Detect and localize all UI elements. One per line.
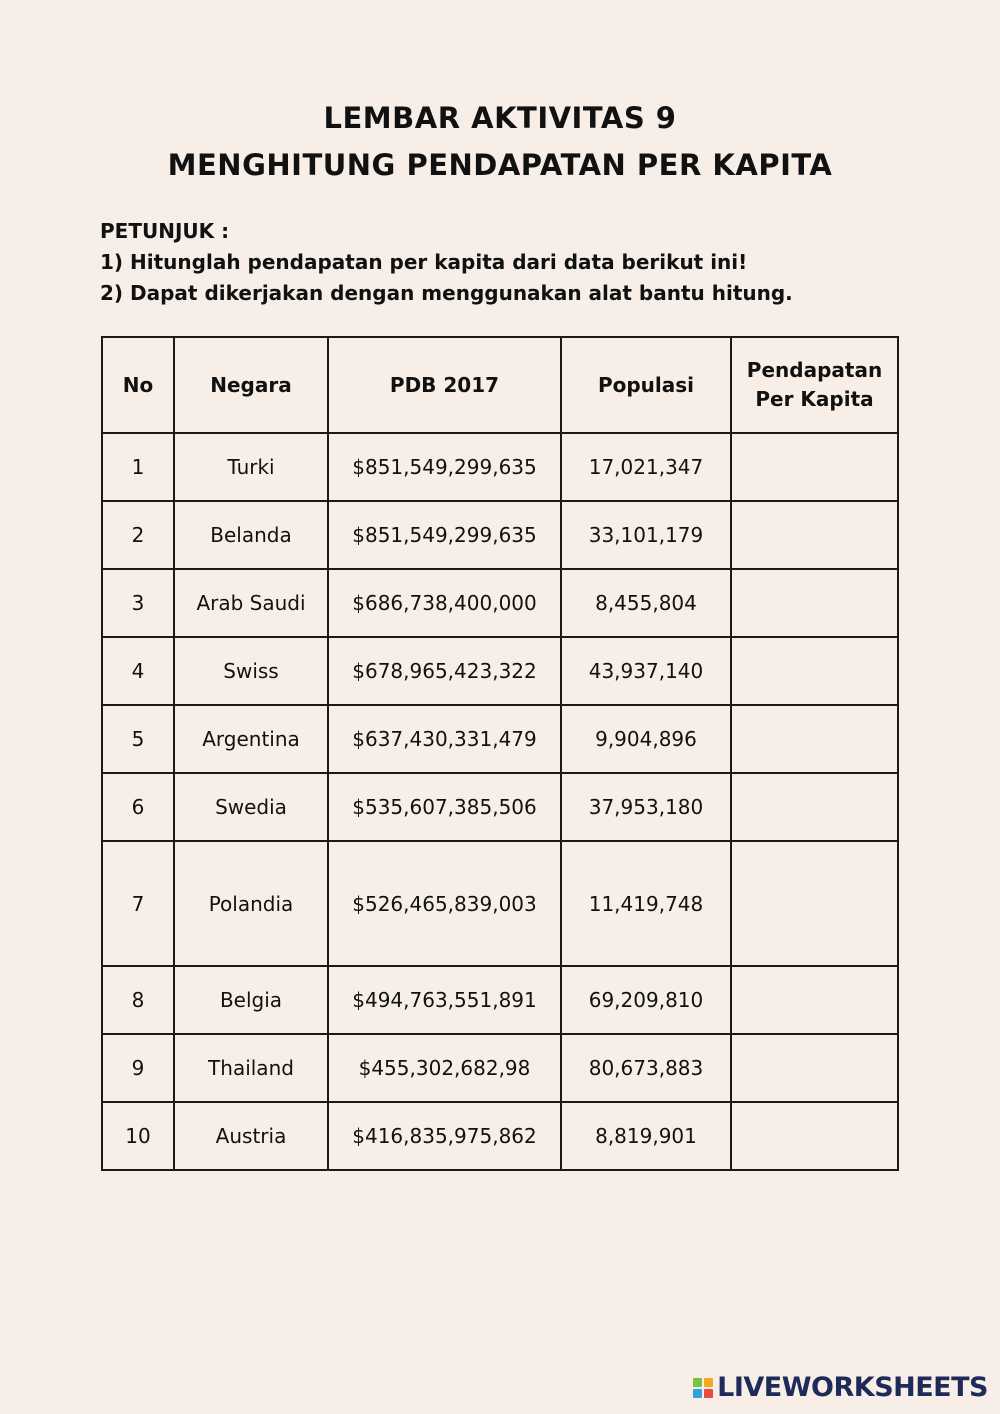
cell-no: 2 [102,501,174,569]
instructions [100,216,793,309]
cell-negara: Turki [174,433,328,501]
instruction-item: 1) Hitunglah pendapatan per kapita dari data berikut ini! [100,250,748,274]
cell-no: 9 [102,1034,174,1102]
cell-no: 6 [102,773,174,841]
cell-pdb: $535,607,385,506 [328,773,561,841]
header-negara: Negara [174,337,328,433]
cell-pdb: $416,835,975,862 [328,1102,561,1170]
table-row [102,1102,898,1170]
cell-no: 10 [102,1102,174,1170]
answer-input-cell[interactable] [731,637,898,705]
cell-negara: Swedia [174,773,328,841]
cell-pdb: $455,302,682,98 [328,1034,561,1102]
cell-no: 8 [102,966,174,1034]
table-row [102,637,898,705]
table-row [102,501,898,569]
table-row [102,433,898,501]
table-row [102,841,898,966]
table-row [102,773,898,841]
liveworksheets-logo-icon [693,1378,713,1398]
instruction-item: 2) Dapat dikerjakan dengan menggunakan alat bantu hitung. [100,281,793,305]
table-row [102,705,898,773]
cell-negara: Belanda [174,501,328,569]
cell-negara: Polandia [174,841,328,966]
header-pdb: PDB 2017 [328,337,561,433]
answer-input-cell[interactable] [731,569,898,637]
table-row [102,569,898,637]
answer-input-cell[interactable] [731,501,898,569]
cell-pdb: $526,465,839,003 [328,841,561,966]
table-header-row [102,337,898,433]
cell-no: 4 [102,637,174,705]
answer-input-cell[interactable] [731,1102,898,1170]
cell-no: 3 [102,569,174,637]
cell-populasi: 33,101,179 [561,501,731,569]
table-row [102,966,898,1034]
cell-pdb: $686,738,400,000 [328,569,561,637]
table-row [102,1034,898,1102]
cell-pdb: $637,430,331,479 [328,705,561,773]
cell-negara: Belgia [174,966,328,1034]
header-pendapatan-line2: Per Kapita [755,387,874,411]
cell-populasi: 11,419,748 [561,841,731,966]
data-table [101,336,899,1171]
answer-input-cell[interactable] [731,705,898,773]
answer-input-cell[interactable] [731,1034,898,1102]
brand-text: LIVEWORKSHEETS [717,1372,988,1403]
cell-populasi: 80,673,883 [561,1034,731,1102]
cell-no: 7 [102,841,174,966]
cell-populasi: 8,455,804 [561,569,731,637]
answer-input-cell[interactable] [731,966,898,1034]
logo-square-blue [693,1389,702,1398]
cell-negara: Swiss [174,637,328,705]
liveworksheets-brand[interactable] [693,1372,988,1403]
header-no: No [102,337,174,433]
cell-populasi: 8,819,901 [561,1102,731,1170]
answer-input-cell[interactable] [731,433,898,501]
logo-square-orange [704,1378,713,1387]
cell-populasi: 37,953,180 [561,773,731,841]
header-pendapatan [731,337,898,433]
cell-pdb: $851,549,299,635 [328,501,561,569]
cell-no: 1 [102,433,174,501]
cell-negara: Arab Saudi [174,569,328,637]
cell-populasi: 69,209,810 [561,966,731,1034]
cell-negara: Argentina [174,705,328,773]
answer-input-cell[interactable] [731,841,898,966]
cell-populasi: 43,937,140 [561,637,731,705]
cell-pdb: $851,549,299,635 [328,433,561,501]
worksheet-title: LEMBAR AKTIVITAS 9 [323,101,677,135]
header-populasi: Populasi [561,337,731,433]
cell-populasi: 9,904,896 [561,705,731,773]
cell-negara: Thailand [174,1034,328,1102]
logo-square-red [704,1389,713,1398]
logo-square-green [693,1378,702,1387]
answer-input-cell[interactable] [731,773,898,841]
worksheet-subtitle: MENGHITUNG PENDAPATAN PER KAPITA [167,148,833,182]
header-pendapatan-line1: Pendapatan [746,358,883,382]
cell-negara: Austria [174,1102,328,1170]
cell-populasi: 17,021,347 [561,433,731,501]
cell-no: 5 [102,705,174,773]
cell-pdb: $494,763,551,891 [328,966,561,1034]
instructions-heading: PETUNJUK : [100,219,230,243]
cell-pdb: $678,965,423,322 [328,637,561,705]
